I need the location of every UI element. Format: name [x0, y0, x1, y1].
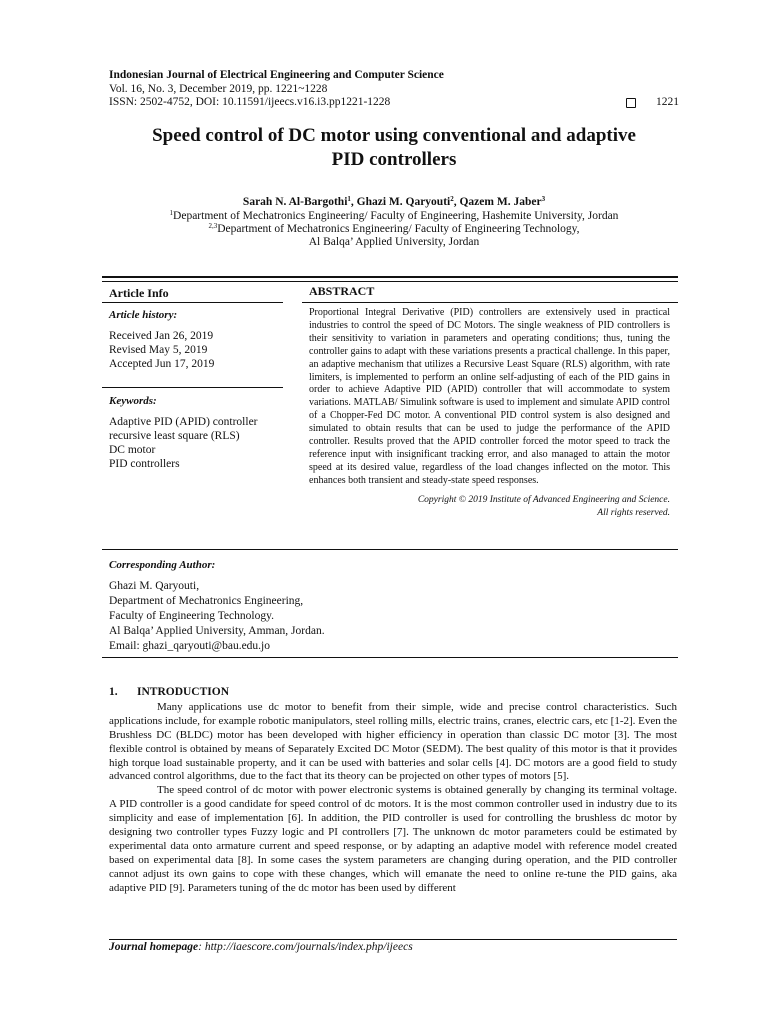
keyword-item: recursive least square (RLS): [109, 430, 240, 442]
page-number: 1221: [656, 96, 679, 108]
history-rule: [102, 387, 283, 388]
keyword-item: PID controllers: [109, 458, 180, 470]
author-3: Qazem M. Jaber: [459, 196, 542, 208]
abstract-body: [309, 307, 670, 520]
affil-2-text: Department of Mechatronics Engineering/ Faculty of Engineering Technology,: [217, 223, 580, 235]
affiliation-2-line2: Al Balqa’ Applied University, Jordan: [308, 236, 480, 248]
affiliation-2: [100, 223, 688, 236]
author-1-sup: 1: [347, 195, 351, 203]
page-number-group: [626, 96, 679, 110]
accepted-date: Accepted Jun 17, 2019: [109, 358, 215, 370]
corr-line: Faculty of Engineering Technology.: [109, 610, 274, 622]
journal-name: Indonesian Journal of Electrical Engineering and Computer Science: [109, 69, 444, 81]
journal-header: [109, 69, 679, 110]
square-icon: [626, 98, 636, 108]
revised-date: Revised May 5, 2019: [109, 344, 208, 356]
keywords-label: Keywords:: [109, 395, 157, 407]
footer-rule: [109, 939, 677, 940]
title-line-1: Speed control of DC motor using conventional and adaptive: [152, 125, 636, 146]
author-block: [100, 196, 688, 249]
author-2-sup: 2: [450, 195, 454, 203]
article-info-heading: Article Info: [109, 286, 169, 300]
top-rule: [102, 276, 678, 278]
keywords-block: [109, 394, 289, 471]
journal-homepage: [109, 941, 413, 953]
abstract-heading: ABSTRACT: [309, 284, 375, 298]
issn-row: [109, 96, 679, 110]
author-3-sup: 3: [541, 195, 546, 203]
top-rule-thin: [102, 281, 678, 282]
homepage-sep: :: [198, 941, 205, 953]
history-label: Article history:: [109, 309, 178, 321]
volume-line: Vol. 16, No. 3, December 2019, pp. 1221~1228: [109, 82, 328, 95]
keyword-item: Adaptive PID (APID) controller: [109, 416, 258, 428]
section-number: 1.: [109, 686, 118, 698]
paper-title: [100, 124, 688, 172]
section-heading: [109, 686, 677, 700]
author-sep: ,: [453, 196, 460, 208]
affil-2-sup: 2,3: [208, 222, 218, 230]
keyword-item: DC motor: [109, 444, 156, 456]
corresponding-author: [109, 558, 509, 654]
article-history: [109, 308, 289, 371]
copyright-line: Copyright © 2019 Institute of Advanced Engineering and Science.: [417, 494, 670, 505]
issn-line: ISSN: 2502-4752, DOI: 10.11591/ijeecs.v16.i3.pp1221-1228: [109, 96, 391, 108]
section-title: INTRODUCTION: [137, 686, 230, 698]
received-date: Received Jan 26, 2019: [109, 330, 214, 342]
corr-line: Al Balqa’ Applied University, Amman, Jordan.: [109, 625, 325, 637]
introduction-section: [109, 686, 677, 896]
homepage-label: Journal homepage: [109, 941, 199, 953]
intro-paragraph-2: The speed control of dc motor with power electronic systems is obtained generally by changing its terminal voltage. A PID controller is a good candidate for speed control of dc motors. It is the most common controller used in industry due to its simplicity and ease of implementation [6]. In addition, the PID controller is used for controlling the brushless dc motor by designing two controller types Fuzzy logic and PI controllers [7]. The unknown dc motor parameters could be estimated by experimental data onto armature current and speed response, or by adapting an adaptive model with reference model created based on experimental data [8]. In some cases the system parameters are changing during operation, and the PID controller cannot adjust its own gains to cope with these changes, which will emanate the need to online re-tune the PID gains, aka adaptive PID [9]. Parameters tuning of the dc motor has been used by different: [109, 784, 677, 894]
rights-line: All rights reserved.: [597, 507, 670, 518]
corr-line: Ghazi M. Qaryouti,: [109, 580, 200, 592]
section-rule: [102, 657, 678, 658]
author-names: [100, 196, 688, 209]
article-info-rule: [102, 302, 283, 303]
abstract-text: Proportional Integral Derivative (PID) controllers are extensively used in practical industries to control the speed of DC Motors. The single weakness of PID controllers is their sensitivity to variation in parameters and operating conditions; thus, tuning the controller gains to adapt with these variations presents a practical challenge. In this paper, an adaptive mechanism that utilizes a Recursive Least Square (RLS) algorithm, with rate limiters, is implemented to perform an online self-adjusting of each of the PID gains in order to achieve Adaptive PID (APID) controller that will accommodate to system variations. MATLAB/ Simulink software is used to implement and simulate APID control of a Chopper-Fed DC motor. A conventional PID control system is also designed and simulated to obtain results that can be used to judge the performance of the APID controller. Results proved that the APID controller forced the motor speed to track the reference input with insignificant tracking error, and also managed to attain the motor speed at its desired value, regardless of the load changes inflected on the motor. This enhances both transient and steady-state speed responses.: [309, 307, 670, 486]
corr-line: Department of Mechatronics Engineering,: [109, 595, 304, 607]
affil-1-sup: 1: [169, 209, 174, 217]
homepage-url[interactable]: http://iaescore.com/journals/index.php/ijeecs: [204, 941, 413, 953]
author-sep: ,: [350, 196, 357, 208]
corresponding-label: Corresponding Author:: [109, 559, 216, 571]
title-line-2: PID controllers: [331, 149, 457, 170]
author-2: Ghazi M. Qaryouti: [356, 196, 451, 208]
author-1: Sarah N. Al-Bargothi: [242, 196, 348, 208]
intro-paragraph-1: Many applications use dc motor to benefit from their simple, wide and precise control characteristics. Such applications include, for example robotic manipulators, steel rolling mills, electric trains, cranes, electric cars, etc [1-2]. Even the Brushless DC (BLDC) motor has been developed with higher efficiency in operation than classic DC motor [3]. The most flexible control is obtained by means of Separately Excited DC Motor (SEDM). The best quality of this motor is that it provides high torque load sustainable property, and it can be used with batteries and solar cells [4]. DC motors are a good field to study advanced control algorithms, due to the fact that its theory can be projected on other types of motors [5].: [109, 700, 677, 783]
affiliation-1: [100, 210, 688, 223]
abstract-rule: [302, 302, 678, 303]
affil-1-text: Department of Mechatronics Engineering/ Faculty of Engineering, Hashemite University, Jordan: [173, 210, 619, 222]
corr-email: Email: ghazi_qaryouti@bau.edu.jo: [109, 640, 271, 652]
corresponding-rule: [102, 549, 678, 550]
